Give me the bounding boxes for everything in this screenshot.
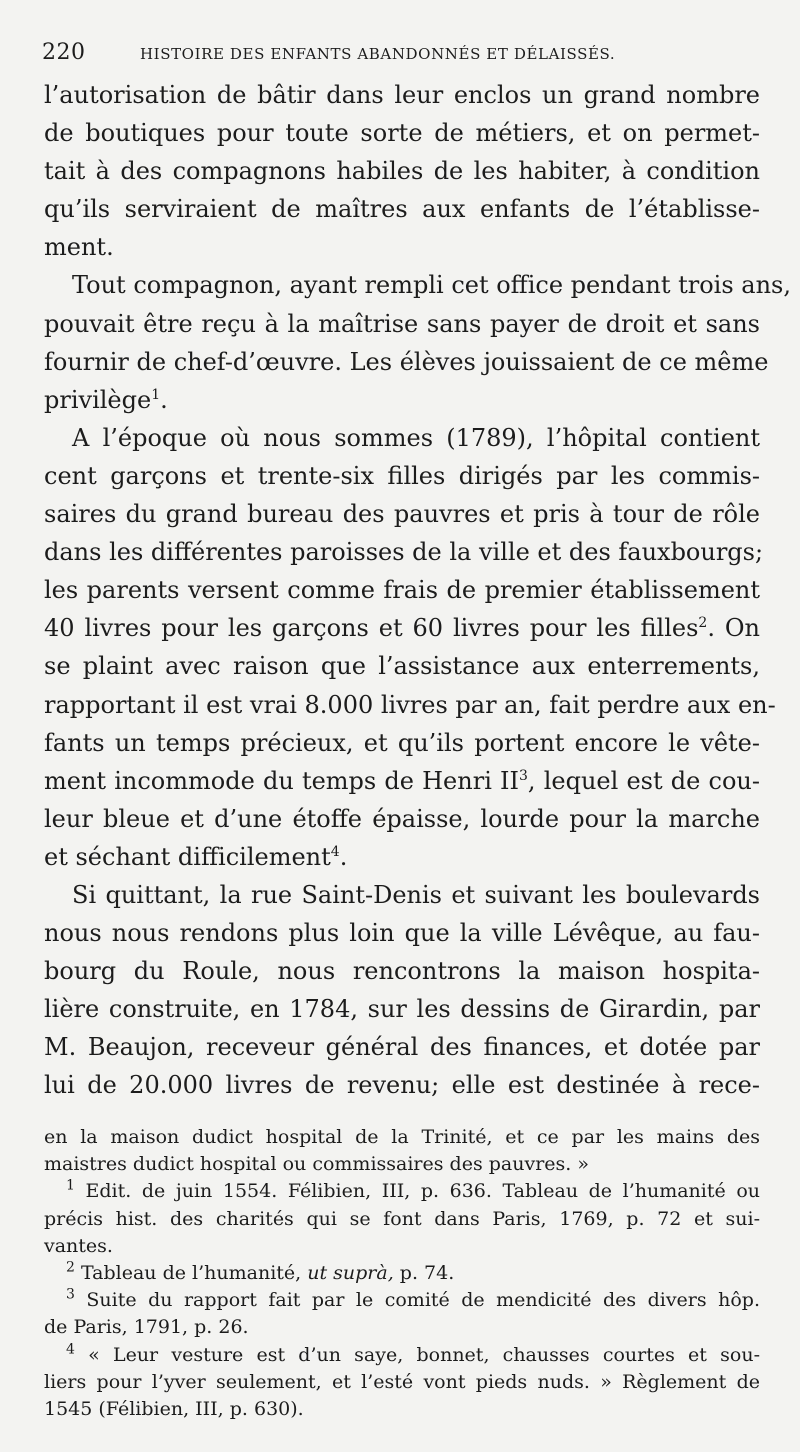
text-line: lui de 20.000 livres de revenu; elle est destinée à rece- — [44, 1071, 760, 1100]
footnote-line: $^3$ Suite du rapport fait par le comité de mendicité des divers hôp. — [66, 1286, 760, 1312]
text-line: lière construite, en 1784, sur les dessins de Girardin, par — [44, 995, 760, 1024]
page-header — [42, 40, 762, 70]
running-title: HISTOIRE DES ENFANTS ABANDONNÉS ET DÉLAISSÉS. — [140, 45, 616, 63]
text-line: qu’ils serviraient de maîtres aux enfants de l’établisse- — [44, 195, 760, 224]
footnotes — [44, 1124, 760, 1423]
text-line: l’autorisation de bâtir dans leur enclos un grand nombre — [44, 81, 760, 109]
text-line: ment. — [44, 233, 114, 262]
text-line: rapportant il est vrai 8.000 livres par an, fait perdre aux en- — [44, 690, 776, 719]
text-line: Tout compagnon, ayant rempli cet office pendant trois ans, — [72, 271, 792, 300]
text-line: bourg du Roule, nous rencontrons la maison hospita- — [44, 957, 760, 986]
text-line: fournir de chef-d’œuvre. Les élèves jouissaient de ce même — [44, 347, 769, 376]
footnote-line: maistres dudict hospital ou commissaires des pauvres. » — [44, 1153, 589, 1176]
text-line: 40 livres pour les garçons et 60 livres pour les filles$^2$. On — [44, 614, 760, 643]
text-line: M. Beaujon, receveur général des finances, et dotée par — [44, 1033, 760, 1062]
footnote-ref: 3 — [519, 767, 528, 784]
text-line: les parents versent comme frais de premier établissement — [44, 576, 760, 605]
text-line: fants un temps précieux, et qu’ils portent encore le vête- — [44, 728, 760, 757]
text-line: ment incommode du temps de Henri $II^3$, lequel est de cou- — [44, 766, 760, 795]
footnote-line: en la maison dudict hospital de la Trinité, et ce par les mains des — [44, 1126, 760, 1148]
text-line: dans les différentes paroisses de la ville et des fauxbourgs; — [44, 538, 764, 567]
text-line: pouvait être reçu à la maîtrise sans payer de droit et sans — [44, 309, 760, 338]
text-line: A l’époque où nous sommes (1789), l’hôpital contient — [72, 423, 760, 452]
footnote-line: $^2$ Tableau de l’humanité, ut suprà, p. 74. — [66, 1259, 455, 1284]
footnote-ref: 2 — [698, 615, 708, 632]
footnote-mark: 4 — [66, 1341, 75, 1358]
footnote-line: liers pour l’yver seulement, et l’esté vont pieds nuds. » Règlement de — [44, 1370, 760, 1393]
text-line: cent garçons et trente-six filles dirigés par les commis- — [44, 461, 760, 490]
page-number: 220 — [42, 40, 86, 65]
text-line: privilège$^1$. — [44, 385, 168, 414]
footnote-line: 1545 (Félibien, III, p. 630). — [44, 1397, 304, 1420]
text-line: de boutiques pour toute sorte de métiers, et on permet- — [44, 119, 760, 148]
text-line: saires du grand bureau des pauvres et pris à tour de rôle — [44, 500, 760, 529]
footnote-line: précis hist. des charités qui se font dans Paris, 1769, p. 72 et sui- — [44, 1207, 760, 1230]
text-line: tait à des compagnons habiles de les habiter, à condition — [44, 157, 760, 186]
footnote-mark: 2 — [66, 1259, 75, 1276]
main-text — [44, 76, 792, 1105]
footnote-line: $^1$ Edit. de juin 1554. Félibien, III, p. 636. Tableau de l’humanité ou — [66, 1178, 760, 1203]
footnote-ref: 1 — [151, 386, 161, 403]
text-line: nous nous rendons plus loin que la ville Lévêque, au fau- — [44, 919, 760, 948]
footnote-ref: 4 — [330, 843, 340, 860]
footnote-mark: 3 — [66, 1286, 75, 1303]
footnote-line: vantes. — [44, 1234, 113, 1257]
text-line: se plaint avec raison que l’assistance aux enterrements, — [44, 652, 760, 681]
text-line: et séchant difficilement$^4$. — [44, 842, 348, 871]
footnote-line: de Paris, 1791, p. 26. — [44, 1316, 249, 1339]
text-line: leur bleue et d’une étoffe épaisse, lourde pour la marche — [44, 804, 760, 833]
footnote-mark: 1 — [66, 1178, 75, 1195]
text-line: Si quittant, la rue Saint-Denis et suivant les boulevards — [72, 880, 760, 909]
footnote-line: $^4$ « Leur vesture est d’un saye, bonnet, chausses courtes et sou- — [66, 1341, 760, 1366]
